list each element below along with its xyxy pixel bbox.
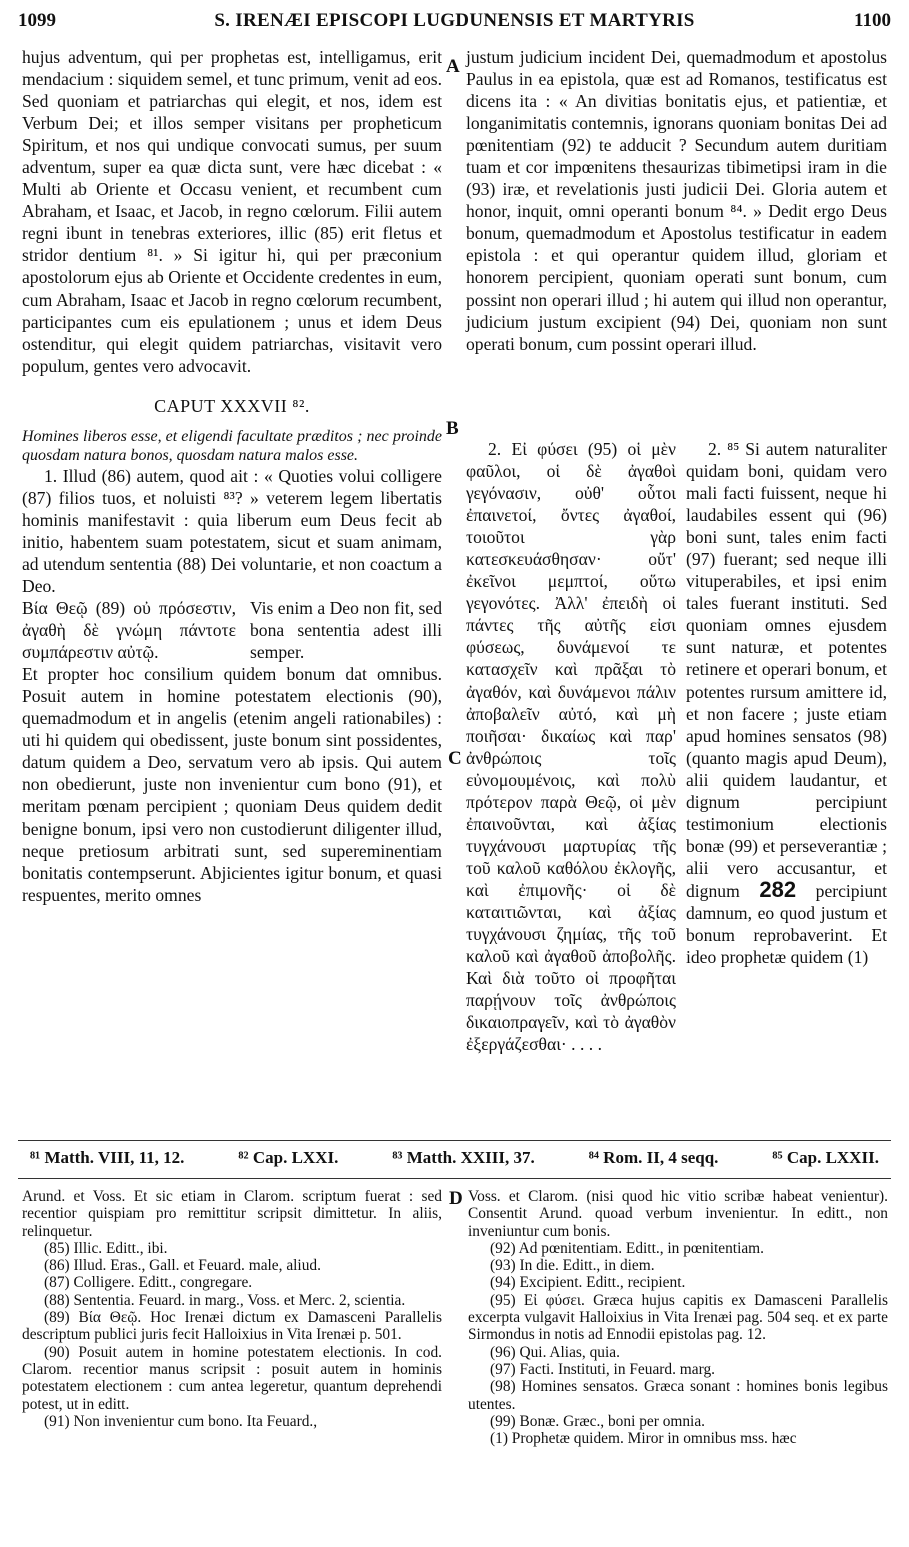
left-column	[22, 46, 442, 906]
reference-84: ⁸⁴ Rom. II, 4 seqq.	[588, 1148, 719, 1167]
running-title: S. IRENÆI EPISCOPI LUGDUNENSIS ET MARTYRIS	[214, 10, 695, 31]
left-paragraph-2: 1. Illud (86) autem, quod ait : « Quoties volui colligere (87) filios tuos, et noluisti ⁸³? » veterem legem libertatis hominis manifestavit : quia liberum eum Deus fecit ab initio, habentem suam potestatem, sicut et suam animam, ad utendum sententia (88) Dei voluntarie, et non coactum a Deo.	[22, 465, 442, 596]
left-paragraph-1: hujus adventum, qui per prophetas est, intelligamus, erit mendacium : siquidem semel, et tunc primum, venit ad eos. Sed quoniam et patriarchas qui elegit, et nos, idem est Verbum Dei; et illos semper visitans per propheticum Spiritum, et nos qui undique convocati sumus, per suum adventum, super ea quæ dicta sunt, vere hæc dicebat : « Multi ab Oriente et Occasu venient, et recumbent cum Abraham, et Isaac, et Jacob, in regno cœlorum. Filii autem regni ibunt in tenebras exteriores, illic (85) erit fletus et stridor dentium ⁸¹. » Si igitur hi, qui per præconium apostolorum ejus ab Oriente et Occidente credentes in eum, cum Abraham, Isaac et Jacob in regno cœlorum recumbent, participantes cum eis epulationem ; unus et idem Deus ostenditur, qui elegit quidem patriarchas, visitavit vero populum, gentes vero advocavit.	[22, 47, 442, 376]
right-column-top	[466, 46, 887, 355]
note: (1) Prophetæ quidem. Miror in omnibus mss. hæc	[490, 1430, 797, 1448]
greek-paragraph: 2. Εἰ φύσει (95) οἱ μὲν φαῦλοι, οἱ δὲ ἀγαθοὶ γεγόνασιν, οὐθ' οὗτοι ἐπαινετοί, ὄντες ἀγαθοί, τοιοῦτοι γὰρ κατεσκευάσθησαν· οὔτ' ἐκεῖνοι μεμπτοί, οὕτω γεγονότες. Ἀλλ' ἐπειδὴ οἱ πάντες τῆς αὐτῆς εἰσι φύσεως, δυνάμενοί τε κατασχεῖν καὶ πρᾶξαι τὸ ἀγαθόν, καὶ δυνάμενοι πάλιν ἀποβαλεῖν αὐτό, καὶ μὴ ποιῆσαι· δικαίως καὶ παρ' ἀνθρώποις τοῖς εὐνομουμένοις, καὶ πολὺ πρότερον παρὰ Θεῷ, οἱ μὲν ἐπαινοῦνται, καὶ ἀξίας τυγχάνουσι μαρτυρίας τῆς τοῦ καλοῦ καθόλου ἐκλογῆς, καὶ ἐπιμονῆς· οἱ δὲ καταιτιῶνται, καὶ ἀξίας τυγχάνουσι ζημίας, τῆς τοῦ καλοῦ καὶ ἀγαθοῦ ἀποβολῆς. Καὶ διὰ τοῦτο οἱ προφῆται παρῄνουν τοῖς ἀνθρώποις δικαιοπραγεῖν, καὶ τὸ ἀγαθὸν ἐξεργάζεσθαι· . . . .	[466, 439, 676, 1055]
reference-divider	[18, 1140, 891, 1141]
reference-81: ⁸¹ Matth. VIII, 11, 12.	[30, 1148, 185, 1167]
latin-column	[686, 438, 887, 968]
note: (92) Ad pœnitentiam. Editt., in pœnitentiam.	[490, 1239, 765, 1257]
note: (97) Facti. Instituti, in Feuard. marg.	[490, 1360, 715, 1378]
chapter-title: CAPUT XXXVII ⁸².	[154, 395, 310, 416]
margin-letter-c: C	[448, 748, 462, 769]
note: (95) Εἰ φύσει. Græca hujus capitis ex Damasceni Parallelis excerpta vulgavit Halloixius in Vita Irenæi pag. 504 seq. et ex parte Sirmondus in notis ad Ennodii epistolas pag. 12.	[468, 1291, 888, 1344]
scripture-references	[30, 1148, 879, 1168]
latin-paragraph-b: percipiunt damnum, eo quod justum et bonum reprobaverint. Et ideo prophetæ quidem (1)	[686, 880, 887, 968]
left-paragraph-3: Et propter hoc consilium quidem bonum dat omnibus. Posuit autem in homine potestatem electionis (90), quemadmodum et in angelis (etenim angeli rationabiles) : uti hi quidem qui obedissent, juste bonum sint possidentes, datum quidem a Deo, servatum vero ab ipsis. Qui autem non obedierunt, juste non invenientur cum bono (91), et meritam pœnam percipient ; quoniam Deus quidem dedit benigne bonum, ipsi vero non custodierunt diligenter illud, neque pretiosum arbitrati sunt, sed supereminentiam bonitatis contempserunt. Abjicientes igitur bonum, et quasi respuentes, merito omnes	[22, 664, 442, 905]
notes-divider	[18, 1178, 891, 1179]
margin-letter-d: D	[449, 1188, 463, 1209]
latin-paragraph-a: 2. ⁸⁵ Si autem naturaliter quidam boni, quidam vero mali facti fuissent, neque hi laudabiles essent qui (96) boni sunt, tales enim facti (97) fuerant; sed neque illi vituperabiles, et ipsi enim tales fuerant instituti. Sed quoniam omnes ejusdem sunt naturæ, et potentes retinere et operari bonum, et potentes rursum amittere id, et non facere ; juste etiam apud homines sensatos (98) (quanto magis apud Deum), alii quidem laudantur, et dignum percipiunt testimonium electionis bonæ (99) et perseverantiæ ; alii vero accusantur, et dignum	[686, 439, 887, 901]
note: (88) Sententia. Feuard. in marg., Voss. et Merc. 2, scientia.	[44, 1291, 406, 1309]
note: (94) Excipient. Editt., recipient.	[490, 1274, 686, 1292]
quote-block	[22, 597, 442, 663]
note: Voss. et Clarom. (nisi quod hic vitio scribæ habeat venientur). Consentit Arund. quoad verbum invenientur. In editt., non inveniuntur cum bonis.	[468, 1188, 888, 1240]
latin-quote: Vis enim a Deo non fit, sed bona sententia adest illi semper.	[250, 598, 442, 663]
note: (91) Non invenientur cum bono. Ita Feuard.,	[44, 1412, 318, 1430]
note: (89) Βία Θεῷ. Hoc Irenæi dictum ex Damasceni Parallelis descriptum publici juris fecit Halloixius in Vita Irenæi p. 501.	[22, 1309, 442, 1344]
reference-83: ⁸³ Matth. XXIII, 37.	[392, 1148, 535, 1167]
note: (85) Illic. Editt., ibi.	[44, 1239, 168, 1257]
greek-column	[466, 438, 676, 1055]
marginal-page-number: 282	[759, 876, 797, 902]
notes-right-column	[468, 1188, 888, 1447]
note: (96) Qui. Alias, quia.	[490, 1343, 620, 1361]
greek-quote: Βία Θεῷ (89) οὐ πρόσεστιν, ἀγαθὴ δὲ γνώμη πάντοτε συμπάρεστιν αὐτῷ.	[22, 598, 236, 663]
note: Arund. et Voss. Et sic etiam in Clarom. scriptum fuerat : sed recentior quispiam pro remittitur scripsit dimittetur. In aliis, relinquetur.	[22, 1188, 442, 1240]
right-paragraph-1: justum judicium incident Dei, quemadmodum et apostolus Paulus in ea epistola, quæ est ad Romanos, testificatus est dicens ita : « An divitias bonitatis ejus, et patientiæ, et longanimitatis contemnis, ignorans quoniam bonitas Dei ad pœnitentiam (92) te adducit ? Secundum autem duritiam tuam et cor impœnitens thesaurizas tibimetipsi iram in die (93) iræ, et revelationis justi judicii Dei. Gloria autem et honor, inquit, omni operanti bonum ⁸⁴. » Dedit ergo Deus bonum, quemadmodum et Apostolus testificatur in eadem epistola : et qui operantur quidem illud, gloriam et honorem percipient, quoniam operati sunt bonum, cum possint non operari illud ; hi autem qui illud non operantur, judicium justum excipient (94) Dei, quoniam non sunt operati bonum, cum possint operari illud.	[466, 47, 887, 354]
note: (98) Homines sensatos. Græca sonant : homines bonis legibus utentes.	[468, 1378, 888, 1413]
notes-left-column	[22, 1188, 442, 1430]
note: (90) Posuit autem in homine potestatem electionis. In cod. Clarom. recentior manus scripsit : posuit autem in hominis potestatem electionem : cum antea legeretur, quantum deprehendi potest, ut in editt.	[22, 1343, 442, 1413]
margin-letter-a: A	[446, 56, 460, 77]
margin-letter-b: B	[446, 418, 459, 439]
page-header	[18, 10, 891, 36]
reference-85: ⁸⁵ Cap. LXXII.	[772, 1148, 879, 1167]
chapter-summary: Homines liberos esse, et eligendi facultate præditos ; nec proinde quosdam natura bonos, quosdam natura malos esse.	[22, 427, 442, 464]
page-number-left: 1099	[18, 10, 56, 31]
note: (86) Illud. Eras., Gall. et Feuard. male, aliud.	[44, 1257, 321, 1275]
note: (93) In die. Editt., in diem.	[490, 1257, 655, 1275]
page-number-right: 1100	[854, 10, 891, 31]
note: (99) Bonæ. Græc., boni per omnia.	[490, 1412, 706, 1430]
note: (87) Colligere. Editt., congregare.	[44, 1274, 253, 1292]
reference-82: ⁸² Cap. LXXI.	[238, 1148, 339, 1167]
